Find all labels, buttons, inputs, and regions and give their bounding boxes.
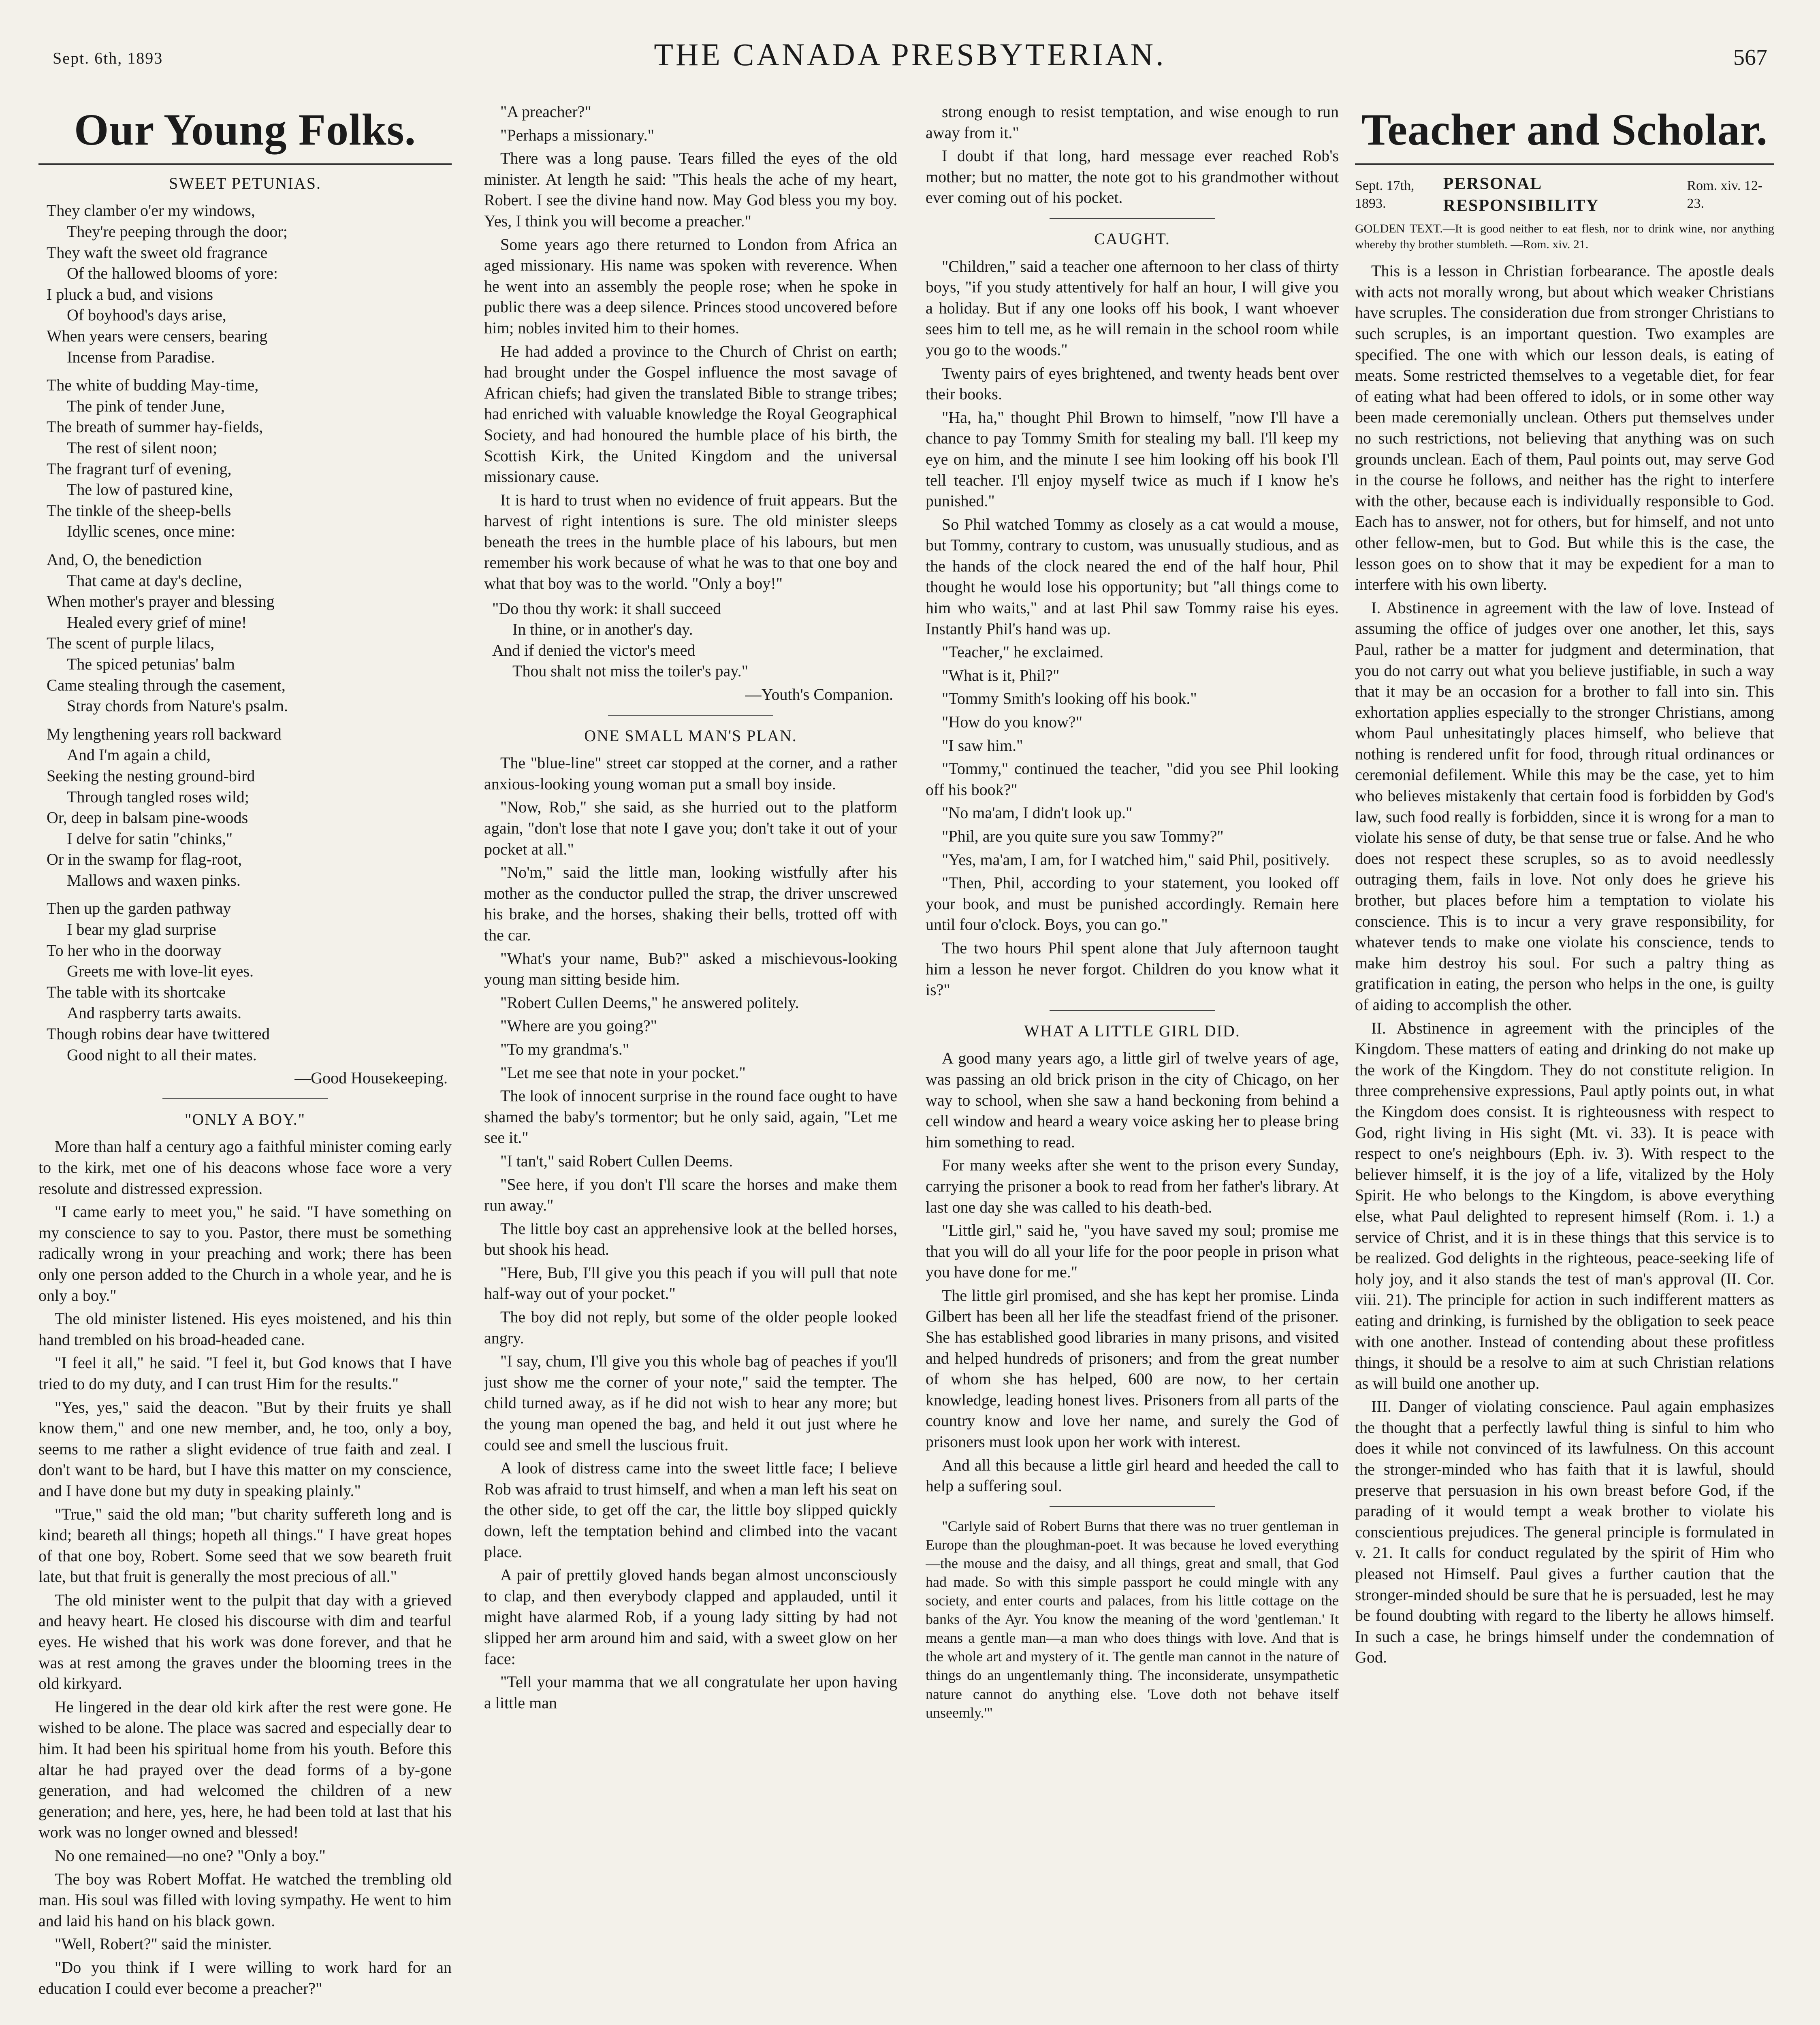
divider <box>1050 218 1215 219</box>
story-paragraph: "Children," said a teacher one afternoon to her class of thirty boys, "if you study attentively for half an hour, I will give you a holiday. But if any one looks off his book, I want whoever sees him to tell me, as he will remain in the school room while you go to the woods." <box>926 257 1339 359</box>
story-title-little-girl: WHAT A LITTLE GIRL DID. <box>1024 1021 1240 1040</box>
poem-title: SWEET PETUNIAS. <box>169 174 321 192</box>
story-paragraph: "Where are you going?" <box>500 1017 657 1035</box>
story-paragraph: "No ma'am, I didn't look up." <box>942 804 1133 822</box>
story-paragraph: "What's your name, Bub?" asked a mischievous-looking young man sitting beside him. <box>484 949 897 989</box>
lesson-heading <box>1355 173 1774 217</box>
poem-line: I bear my glad surprise <box>67 920 216 939</box>
story-paragraph: Twenty pairs of eyes brightened, and twenty heads bent over their books. <box>926 364 1339 403</box>
poem-line: They clamber o'er my windows, <box>47 201 255 220</box>
story-paragraph: "Ha, ha," thought Phil Brown to himself, "now I'll have a chance to pay Tommy Smith for stealing my ball. I'll keep my eye on him, and the minute I see him looking off his book I'll tell teacher. I'll enjoy myself twice as much if I know he's punished." <box>926 408 1339 510</box>
story-paragraph: "I tan't," said Robert Cullen Deems. <box>500 1151 733 1170</box>
closing-verse <box>492 598 897 682</box>
story-paragraph: "I feel it all," he said. "I feel it, but God knows that I have tried to do my duty, and I can trust Him for the results." <box>38 1354 452 1393</box>
poem-line: Seeking the nesting ground-bird <box>47 766 255 785</box>
story-paragraph: A look of distress came into the sweet little face; I believe Rob was afraid to trust himself, and when a man left his seat on the other side, to get off the car, the little boy slipped quickly down, left the temptation behind and climbed into the vacant place. <box>484 1459 897 1561</box>
lesson-reference: Rom. xiv. 12-23. <box>1687 178 1763 211</box>
verse-line: And if denied the victor's meed <box>492 641 696 659</box>
page-number: 567 <box>1733 45 1767 70</box>
poem-line: The rest of silent noon; <box>67 439 218 457</box>
poem-line: Through tangled roses wild; <box>67 787 249 806</box>
story-paragraph: "No'm," said the little man, looking wistfully after his mother as the conductor pulled the strap, the driver unscrewed his brake, and the horses, shaking their bells, trotted off with the car. <box>484 863 897 944</box>
story-paragraph: "To my grandma's." <box>500 1040 629 1058</box>
story-small-mans-plan <box>484 752 897 1713</box>
poem-line: That came at day's decline, <box>67 571 242 590</box>
poem-line: The breath of summer hay-fields, <box>47 418 263 436</box>
story-paragraph: The little girl promised, and she has kept her promise. Linda Gilbert has been all her life the steadfast friend of the prisoner. She has established good libraries in many prisons, and visited and helped hundreds of prisoners; and from the great number of whom she has helped, 600 are now, to her certain knowledge, leading honest lives. Prisoners from all parts of the country know and love her name, and surely the God of prisoners must look upon her work with interest. <box>926 1286 1339 1451</box>
story-paragraph: "Yes, yes," said the deacon. "But by their fruits ye shall know them," and one new member, and, he too, only a boy, seems to me rather a slight evidence of true faith and zeal. I don't want to be hard, but I have this matter on my conscience, and I have done but my duty in speaking plainly." <box>38 1398 452 1500</box>
poem-line: When years were censers, bearing <box>47 327 268 345</box>
story-paragraph: There was a long pause. Tears filled the eyes of the old minister. At length he said: "This heals the ache of my heart, Robert. I see the divine hand now. May God bless you my boy. Yes, I think you will become a preacher." <box>484 149 897 230</box>
section-rule <box>1355 163 1774 165</box>
story-paragraph: So Phil watched Tommy as closely as a cat would a mouse, but Tommy, contrary to custom, was unusually studious, and as the hands of the clock neared the end of the half hour, Phil thought he would lose his opportunity; but "all things come to him who waits," and at last Phil saw Tommy raise his eyes. Instantly Phil's hand was up. <box>926 515 1339 638</box>
story-paragraph: "True," said the old man; "but charity suffereth long and is kind; beareth all things; hopeth all things." I have great hopes of that one boy, Robert. Some seed that we sow beareth fruit late, but that fruit is generally the most precious of all." <box>38 1505 452 1586</box>
poem-line: The table with its shortcake <box>47 983 226 1001</box>
story-paragraph: "I came early to meet you," he said. "I have something on my conscience to say to you. Pastor, there must be something radically wrong in your preaching and work; there has been only one person added to the Church in a whole year, and he is only a boy." <box>38 1202 452 1305</box>
story-paragraph: "Do you think if I were willing to work hard for an education I could ever become a preacher?" <box>38 1958 452 1997</box>
poem-line: They're peeping through the door; <box>67 222 288 241</box>
divider <box>1050 1010 1215 1011</box>
poem-line: The low of pastured kine, <box>67 480 233 499</box>
section-title-our-young-folks: Our Young Folks. <box>74 105 416 154</box>
story-paragraph: He had added a province to the Church of Christ on earth; had brought under the Gospel influence the most savage of African chiefs; had given the translated Bible to strange tribes; had enriched with valuable knowledge the Royal Geographical Society, and had honoured the humble place of his birth, the Scottish Kirk, the United Kingdom and the universal missionary cause. <box>484 342 897 486</box>
story-paragraph: No one remained—no one? "Only a boy." <box>55 1846 326 1865</box>
story-paragraph: "Tell your mamma that we all congratulate her upon having a little man <box>484 1673 897 1712</box>
story-paragraph: "Phil, are you quite sure you saw Tommy?" <box>942 827 1224 845</box>
poem-line: I delve for satin "chinks," <box>67 829 233 848</box>
story-title-small-mans-plan: ONE SMALL MAN'S PLAN. <box>584 726 797 745</box>
poem-line: Good night to all their mates. <box>67 1045 257 1064</box>
story-small-mans-plan-continued <box>926 101 1339 208</box>
divider <box>608 715 773 716</box>
poem-line: Though robins dear have twittered <box>47 1025 270 1043</box>
story-paragraph: "Teacher," he exclaimed. <box>942 643 1104 661</box>
newspaper-title: THE CANADA PRESBYTERIAN. <box>654 37 1166 72</box>
story-paragraph: I doubt if that long, hard message ever reached Rob's mother; but no matter, the note got to his grandmother without ever coming out of his pocket. <box>926 147 1339 207</box>
poem-line: When mother's prayer and blessing <box>47 592 275 611</box>
column-our-young-folks <box>38 101 452 2025</box>
story-little-girl <box>926 1048 1339 1496</box>
story-paragraph: "Robert Cullen Deems," he answered politely. <box>500 993 799 1012</box>
story-paragraph: "Well, Robert?" said the minister. <box>55 1935 272 1953</box>
poem-line: Greets me with love-lit eyes. <box>67 962 254 981</box>
poem-line: And raspberry tarts awaits. <box>67 1004 241 1022</box>
story-paragraph: Some years ago there returned to London from Africa an aged missionary. His name was spoken with reverence. When he went into an assembly the people rose; when he spoke in public there was a deep silence. Princes stood uncovered before him; nobles invited him to their homes. <box>484 235 897 337</box>
poem-line: Came stealing through the casement, <box>47 676 286 694</box>
story-paragraph: "Little girl," said he, "you have saved my soul; promise me that you will do all your life for the poor people in prison what you have done for me." <box>926 1221 1339 1281</box>
poem-line: To her who in the doorway <box>47 941 222 959</box>
story-paragraph: The "blue-line" street car stopped at the corner, and a rather anxious-looking young woman put a small boy inside. <box>484 754 897 793</box>
story-paragraph: "Yes, ma'am, I am, for I watched him," said Phil, positively. <box>942 850 1330 869</box>
verse-line: In thine, or in another's day. <box>512 620 693 639</box>
poem-line: Mallows and waxen pinks. <box>67 871 241 889</box>
story-paragraph: A good many years ago, a little girl of twelve years of age, was passing an old brick prison in the city of Chicago, on her way to school, when she saw a hand beckoning from behind a cell window and heard a weary voice asking her to please bring him something to read. <box>926 1049 1339 1151</box>
divider <box>162 1098 328 1099</box>
story-paragraph: The boy did not reply, but some of the older people looked angry. <box>484 1308 897 1347</box>
story-paragraph: For many weeks after she went to the prison every Sunday, carrying the prisoner a book to read from her father's library. At last one day she was called to his death-bed. <box>926 1156 1339 1216</box>
lesson-body <box>1355 260 1774 1668</box>
header-date: Sept. 6th, 1893 <box>53 49 163 67</box>
poem-line: And, O, the benediction <box>47 550 202 569</box>
story-paragraph: The old minister went to the pulpit that day with a grieved and heavy heart. He closed his discourse with dim and tearful eyes. He wished that his work was done forever, and that he was at rest among the graves under the blooming trees in the old kirkyard. <box>38 1590 452 1693</box>
story-paragraph: "A preacher?" <box>500 102 591 121</box>
story-paragraph: The little boy cast an apprehensive look at the belled horses, but shook his head. <box>484 1219 897 1259</box>
story-paragraph: A pair of prettily gloved hands began almost unconsciously to clap, and then everybody clapped and applauded, until it might have alarmed Rob, if a young lady sitting by had not slipped her arm around him and said, with a sweet glow on her face: <box>484 1566 897 1668</box>
poem-line: Stray chords from Nature's psalm. <box>67 697 288 715</box>
story-paragraph: The two hours Phil spent alone that July afternoon taught him a lesson he never forgot. Children do you know what it is?" <box>926 938 1339 999</box>
column-three <box>926 101 1339 2025</box>
story-only-a-boy <box>38 1136 452 1999</box>
poem-line: The pink of tender June, <box>67 396 225 415</box>
story-paragraph: "Tommy," continued the teacher, "did you see Phil looking off his book?" <box>926 759 1339 799</box>
story-paragraph: "How do you know?" <box>942 713 1083 731</box>
poem-sweet-petunias <box>47 200 452 1065</box>
verse-credit: —Youth's Companion. <box>745 685 893 704</box>
poem-line: The white of budding May-time, <box>47 376 259 394</box>
burns-paragraph: "Carlyle said of Robert Burns that there was no truer gentleman in Europe than the ploughman-poet. It was because he loved everything—the mouse and the daisy, and all things, great and small, that God had made. So with this simple passport he could mingle with any society, and enter courts and palaces, from his little cottage on the banks of the Ayr. You know the meaning of the word 'gentleman.' It means a gentle man—a man who does things with love. And that is the whole art and mystery of it. The gentle man cannot in the nature of things do an ungentlemanly thing. The inconsiderate, unsympathetic nature cannot do anything else. 'Love doth not behave itself unseemly.'" <box>926 1518 1339 1721</box>
poem-line: Of boyhood's days arise, <box>67 306 226 324</box>
lesson-paragraph: This is a lesson in Christian forbearance. The apostle deals with acts not morally wrong, but about which weaker Christians have scruples. The consideration due from stronger Christians to such scruples, is an important question. Two examples are specified. The one with which our lesson deals, is eating of meats. Some restricted themselves to a vegetable diet, for fear of eating what had been offered to idols, or in some other way been made ceremonially unclean. Others put themselves under no such restrictions, not believing that anything was on such grounds unclean. Each of them, Paul points out, may serve God in the course he follows, and neither has the right to interfere with the other, because each is individually responsible to God. Each has to answer, not for others, but for himself, and not unto other fellow-men, but to God. But while this is the case, the lesson goes on to show that it may be expedient for a man to interfere with his own liberty. <box>1355 262 1774 594</box>
divider <box>1050 1506 1215 1507</box>
story-paragraph: strong enough to resist temptation, and wise enough to run away from it." <box>926 102 1339 142</box>
story-paragraph: "I say, chum, I'll give you this whole bag of peaches if you'll just show me the corner of your note," said the tempter. The child turned away, as if he did not wish to hear any more; but the young man opened the bag, and held it out just where he could see and smell the luscious fruit. <box>484 1352 897 1454</box>
story-caught <box>926 256 1339 1000</box>
story-paragraph: "Now, Rob," she said, as she hurried out to the platform again, "don't lose that note I gave you; don't take it out of your pocket at all." <box>484 798 897 858</box>
story-paragraph: "What is it, Phil?" <box>942 666 1060 684</box>
poem-line: Then up the garden pathway <box>47 899 231 918</box>
poem-line: My lengthening years roll backward <box>47 725 282 743</box>
poem-line: The fragrant turf of evening, <box>47 459 232 478</box>
lesson-title: PERSONAL RESPONSIBILITY <box>1443 174 1599 215</box>
column-teacher-and-scholar <box>1355 101 1774 2025</box>
verse-line: "Do thou thy work: it shall succeed <box>492 599 721 618</box>
poem-line: Or in the swamp for flag-root, <box>47 850 242 869</box>
story-paragraph: "Then, Phil, according to your statement, you looked off your book, and must be punished accordingly. Remain here until four o'clock. Boys, you can go." <box>926 874 1339 934</box>
story-paragraph: "See here, if you don't I'll scare the horses and make them run away." <box>484 1175 897 1215</box>
poem-line: They waft the sweet old fragrance <box>47 243 268 262</box>
lesson-paragraph: III. Danger of violating conscience. Paul again emphasizes the thought that a perfectly lawful thing is sinful to him who does it while not convinced of its lawfulness. On this account the stronger-minded who has faith that it is lawful, should preserve that persuasion in his own breast before God, if the parading of it would tempt a weak brother to violate his conscientious prejudices. The general principle is formulated in v. 21. It calls for conduct regulated by the spirit of Him who pleased not Himself. Paul gives a further caution that the stronger-minded should be sure that he is persuaded, lest he may be found doubting with regard to the liberty he allows himself. In such a case, he brings himself under the condemnation of God. <box>1355 1397 1774 1667</box>
story-paragraph: "Let me see that note in your pocket." <box>500 1063 746 1082</box>
story-only-a-boy-continued <box>484 101 897 594</box>
story-title-only-a-boy: "ONLY A BOY." <box>184 1110 306 1128</box>
story-title-caught: CAUGHT. <box>1094 229 1170 248</box>
lesson-paragraph: II. Abstinence in agreement with the principles of the Kingdom. These matters of eating and drinking do not make up the work of the Kingdom. They do not constitute religion. In three comprehensive expressions, Paul aptly points out, in what the Kingdom does consist. It is righteousness with respect to God, right living in His sight (Mt. vi. 33). It is peace with respect to one's neighbours (Eph. iv. 3). With respect to the believer himself, it is the joy of a life, vitalized by the Holy Spirit. He who belongs to the Kingdom, is above everything else, what Paul delighted to represent himself (Rom. i. 1.) a service of Christ, and it is in these things that this service is to be realized. God delights in the righteous, peace-seeking life of holy joy, and it also stands the test of man's approval (II. Cor. viii. 21). The principle for action in such indifferent matters as eating and drinking, is furnished by the obligation to seek peace with one another. Instead of contending about these profitless things, it should be a resolve to aim at such Christian relations as will build one another up. <box>1355 1019 1774 1392</box>
poem-line: The spiced petunias' balm <box>67 654 235 673</box>
story-paragraph: He lingered in the dear old kirk after the rest were gone. He wished to be alone. The place was sacred and especially dear to him. It had been his spiritual home from his youth. Before this altar he had prayed over the dead forms of a by-gone generation, and had welcomed the children of a new generation; and here, yes, here, he had been told at last that his work was no longer owned and blessed! <box>38 1697 452 1842</box>
story-paragraph: And all this because a little girl heard and heeded the call to help a suffering soul. <box>926 1456 1339 1495</box>
story-paragraph: More than half a century ago a faithful minister coming early to the kirk, met one of his deacons whose face wore a very resolute and distressed expression. <box>38 1137 452 1198</box>
poem-line: The tinkle of the sheep-bells <box>47 501 231 520</box>
poem-line: Healed every grief of mine! <box>67 613 247 631</box>
story-paragraph: "Tommy Smith's looking off his book." <box>942 689 1197 708</box>
lesson-date: Sept. 17th, 1893. <box>1355 178 1415 211</box>
poem-line: Idyllic scenes, once mine: <box>67 522 235 541</box>
story-paragraph: The boy was Robert Moffat. He watched the trembling old man. His soul was filled with loving sympathy. He went to him and laid his hand on his black gown. <box>38 1869 452 1930</box>
poem-line: And I'm again a child, <box>67 746 211 764</box>
column-two <box>484 101 897 2025</box>
story-paragraph: The old minister listened. His eyes moistened, and his thin hand trembled on his broad-headed cane. <box>38 1309 452 1349</box>
section-title-teacher-and-scholar: Teacher and Scholar. <box>1361 105 1768 154</box>
poem-line: Incense from Paradise. <box>67 347 215 366</box>
poem-line: I pluck a bud, and visions <box>47 285 213 303</box>
golden-text: GOLDEN TEXT.—It is good neither to eat flesh, nor to drink wine, nor anything whereby thy brother stumbleth. —Rom. xiv. 21. <box>1355 222 1774 252</box>
story-paragraph: "Here, Bub, I'll give you this peach if you will pull that note half-way out of your pocket." <box>484 1263 897 1303</box>
story-paragraph: The look of innocent surprise in the round face ought to have shamed the baby's tormentor; but he only said, again, "Let me see it." <box>484 1087 897 1147</box>
story-paragraph: "Perhaps a missionary." <box>500 126 654 144</box>
lesson-paragraph: I. Abstinence in agreement with the law of love. Instead of assuming the office of judges over one another, let this, says Paul, rather be a matter for judgment and determination, that you do not carry out what you believe justifiable, in such a way that it may be an occasion for a brother to fall into sin. This exhortation applies especially to the stronger Christians, among whom Paul unhesitatingly places himself, who believe that nothing is rendered unfit for food, through ritual ordinances or ceremonial defilement. While this may be the case, yet to him who believes mistakenly that certain food is forbidden by God's law, such food really is forbidden, since it is wrong for a man to violate his sense of duty, be that sense true or false. And he who does not respect these scruples, so as to avoid needlessly outraging them, fails in love. Not only does he grieve his brother, but places before him a temptation to violate his conscience. This is to incur a very grave responsibility, for whatever tends to make one violate his conscience, tends to make him destroy his soul. For such a paltry thing as gratification in eating, the person who helps in the one, is guilty of aiding to accomplish the other. <box>1355 598 1774 1014</box>
poem-line: The scent of purple lilacs, <box>47 634 215 652</box>
poem-credit: —Good Housekeeping. <box>294 1069 448 1087</box>
poem-line: Or, deep in balsam pine-woods <box>47 808 248 827</box>
story-paragraph: It is hard to trust when no evidence of fruit appears. But the harvest of right intentions is sure. The old minister sleeps beneath the trees in the humble place of his labours, but men remember his work because of what he was to that one boy and what that boy was to the world. "Only a boy!" <box>484 490 897 593</box>
story-paragraph: "I saw him." <box>942 736 1023 755</box>
section-rule <box>38 163 452 165</box>
poem-line: Of the hallowed blooms of yore: <box>67 264 278 283</box>
verse-line: Thou shalt not miss the toiler's pay." <box>512 662 748 680</box>
